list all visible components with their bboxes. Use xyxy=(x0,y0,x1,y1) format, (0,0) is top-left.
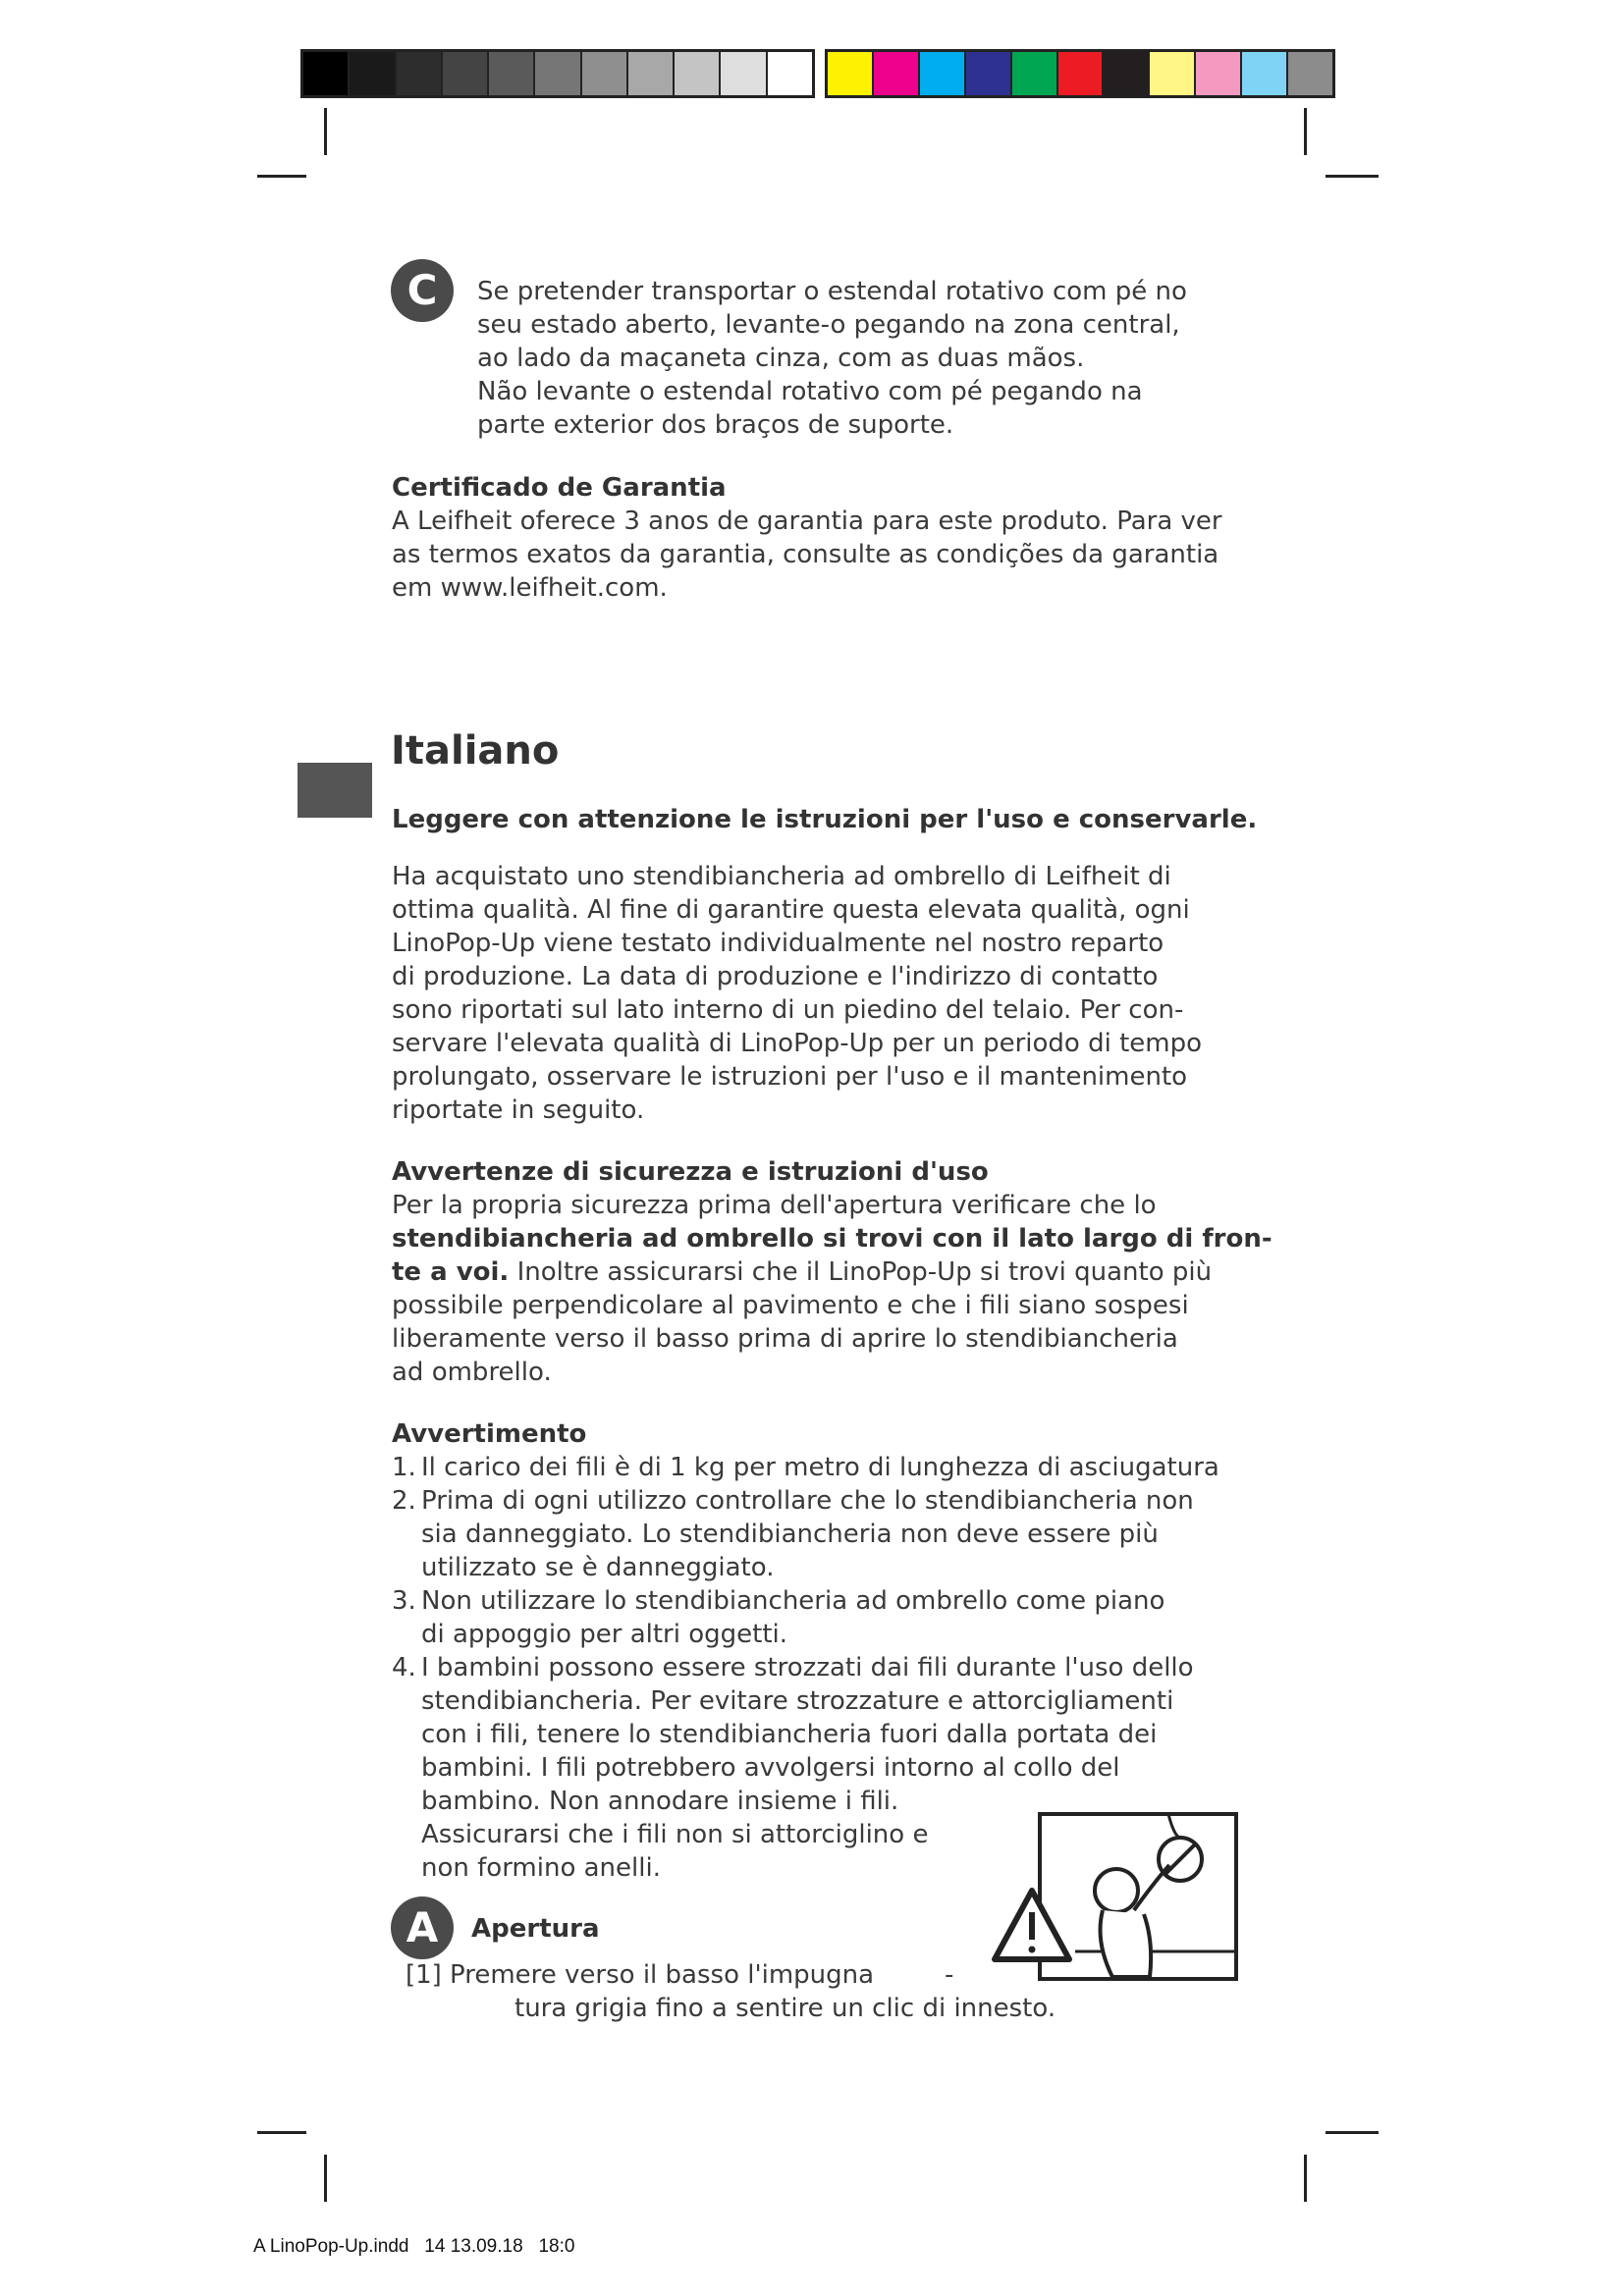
color-bar xyxy=(825,49,1335,98)
color-swatch xyxy=(535,52,581,95)
warning-text-line: stendibiancheria. Per evitare strozzature e attorcigliamenti xyxy=(421,1686,1174,1716)
text-line: servare l'elevata qualità di LinoPop-Up per un periodo di tempo xyxy=(392,1029,1203,1058)
color-swatch xyxy=(628,52,675,95)
section-c-badge: C xyxy=(391,259,454,322)
warning-text-line: bambino. Non annodare insieme i fili. xyxy=(421,1787,899,1816)
guarantee-text xyxy=(392,505,1275,605)
step-number: [1] xyxy=(406,1960,442,1990)
color-swatch xyxy=(489,52,535,95)
warning-item xyxy=(392,1484,1275,1584)
color-swatch xyxy=(350,52,396,95)
color-swatch xyxy=(966,52,1012,95)
crop-mark xyxy=(1326,2131,1379,2134)
crop-mark xyxy=(257,175,306,178)
language-tab-marker xyxy=(298,763,372,818)
warning-text-line: Prima di ogni utilizzo controllare che lo stendibiancheria non xyxy=(421,1486,1194,1516)
warning-text-line: con i fili, tenere lo stendibiancheria fuori dalla portata dei xyxy=(421,1720,1158,1749)
warning-number: 3. xyxy=(392,1586,416,1616)
warning-text-line: Non utilizzare lo stendibiancheria ad ombrello come piano xyxy=(421,1586,1165,1616)
text-line: sono riportati sul lato interno di un piedino del telaio. Per con- xyxy=(392,995,1184,1025)
text-line: Ha acquistato uno stendibiancheria ad ombrello di Leifheit di xyxy=(392,862,1171,891)
color-swatch xyxy=(920,52,966,95)
crop-mark xyxy=(1304,2155,1307,2202)
step-text-line1: Premere verso il basso l'impugna xyxy=(450,1960,875,1990)
color-swatch xyxy=(303,52,350,95)
step-text-line2: tura grigia fino a sentire un clic di innesto. xyxy=(514,1994,1056,2023)
text-line: LinoPop-Up viene testato individualmente nel nostro reparto xyxy=(392,929,1164,958)
safety-line: Per la propria sicurezza prima dell'apertura verificare che lo xyxy=(392,1191,1157,1220)
warning-text-line: bambini. I fili potrebbero avvolgersi intorno al collo del xyxy=(421,1753,1120,1783)
warning-item xyxy=(392,1451,1275,1484)
warning-number: 4. xyxy=(392,1653,416,1682)
crop-mark xyxy=(1304,108,1307,155)
text-line: ad ombrello. xyxy=(392,1358,552,1387)
text-line: di produzione. La data di produzione e l'indirizzo di contatto xyxy=(392,962,1159,991)
safety-bold-fragment: te a voi. xyxy=(392,1257,510,1287)
color-swatch xyxy=(1104,52,1150,95)
color-swatch xyxy=(1196,52,1242,95)
gray-color-bar xyxy=(300,49,815,98)
warning-text-line: Il carico dei fili è di 1 kg per metro di lunghezza di asciugatura xyxy=(421,1453,1219,1482)
text-line: parte exterior dos braços de suporte. xyxy=(477,410,954,440)
text-line: riportate in seguito. xyxy=(392,1095,645,1125)
print-slug: A LinoPop-Up.indd 14 13.09.18 18:0 xyxy=(253,2236,575,2257)
warning-text-line: I bambini possono essere strozzati dai fili durante l'uso dello xyxy=(421,1653,1194,1682)
step-hyphen: - xyxy=(945,1960,954,1990)
guarantee-heading: Certificado de Garantia xyxy=(392,473,727,503)
warning-text-line: sia danneggiato. Lo stendibiancheria non deve essere più xyxy=(421,1520,1159,1549)
section-title: Italiano xyxy=(391,728,560,774)
text-line: ottima qualità. Al fine di garantire questa elevata qualità, ogni xyxy=(392,895,1190,925)
warning-text-line: di appoggio per altri oggetti. xyxy=(421,1620,788,1649)
color-swatch xyxy=(1012,52,1058,95)
child-strangulation-warning-icon xyxy=(987,1804,1242,1983)
text-line: liberamente verso il basso prima di aprire lo stendibiancheria xyxy=(392,1324,1178,1354)
color-swatch xyxy=(768,52,812,95)
color-swatch xyxy=(443,52,489,95)
text-line: em www.leifheit.com. xyxy=(392,573,668,603)
crop-mark xyxy=(257,2131,306,2134)
color-swatch xyxy=(397,52,443,95)
warning-text-line: non formino anelli. xyxy=(421,1853,661,1883)
warning-item xyxy=(392,1584,1275,1651)
warning-number: 2. xyxy=(392,1486,416,1516)
warning-heading: Avvertimento xyxy=(392,1419,587,1449)
section-a-badge: A xyxy=(391,1896,454,1959)
color-swatch xyxy=(828,52,874,95)
crop-mark xyxy=(1326,175,1379,178)
color-swatch xyxy=(1058,52,1105,95)
text-line: Se pretender transportar o estendal rotativo com pé no xyxy=(477,277,1187,306)
color-swatch xyxy=(874,52,920,95)
text-line: possibile perpendicolare al pavimento e che i fili siano sospesi xyxy=(392,1291,1189,1320)
safety-line xyxy=(392,1255,1275,1289)
warning-text-line: utilizzato se è danneggiato. xyxy=(421,1553,775,1582)
color-swatch xyxy=(1242,52,1288,95)
text-line: prolungato, osservare le istruzioni per l'uso e il mantenimento xyxy=(392,1062,1188,1092)
safety-line-rest: Inoltre assicurarsi che il LinoPop-Up si trovi quanto più xyxy=(509,1257,1213,1287)
safety-paragraph xyxy=(392,1189,1275,1389)
section-c-text xyxy=(477,275,1263,442)
color-swatch xyxy=(721,52,767,95)
opening-heading: Apertura xyxy=(471,1914,600,1944)
warning-number: 1. xyxy=(392,1453,416,1482)
section-subtitle: Leggere con attenzione le istruzioni per l'uso e conservarle. xyxy=(392,805,1258,834)
safety-bold-line: stendibiancheria ad ombrello si trovi con il lato largo di fron- xyxy=(392,1224,1272,1254)
color-swatch xyxy=(675,52,721,95)
warning-text-line: Assicurarsi che i fili non si attorciglino e xyxy=(421,1820,929,1849)
text-line: seu estado aberto, levante-o pegando na zona central, xyxy=(477,310,1180,340)
color-swatch xyxy=(1288,52,1332,95)
crop-mark xyxy=(324,2155,327,2202)
text-line: Não levante o estendal rotativo com pé pegando na xyxy=(477,377,1143,406)
text-line: ao lado da maçaneta cinza, com as duas mãos. xyxy=(477,344,1085,373)
text-line: as termos exatos da garantia, consulte as condições da garantia xyxy=(392,540,1219,569)
color-swatch xyxy=(1150,52,1196,95)
text-line: A Leifheit oferece 3 anos de garantia para este produto. Para ver xyxy=(392,507,1222,536)
safety-heading: Avvertenze di sicurezza e istruzioni d'uso xyxy=(392,1157,989,1187)
intro-paragraph xyxy=(392,860,1275,1127)
crop-mark xyxy=(324,108,327,155)
color-swatch xyxy=(582,52,628,95)
